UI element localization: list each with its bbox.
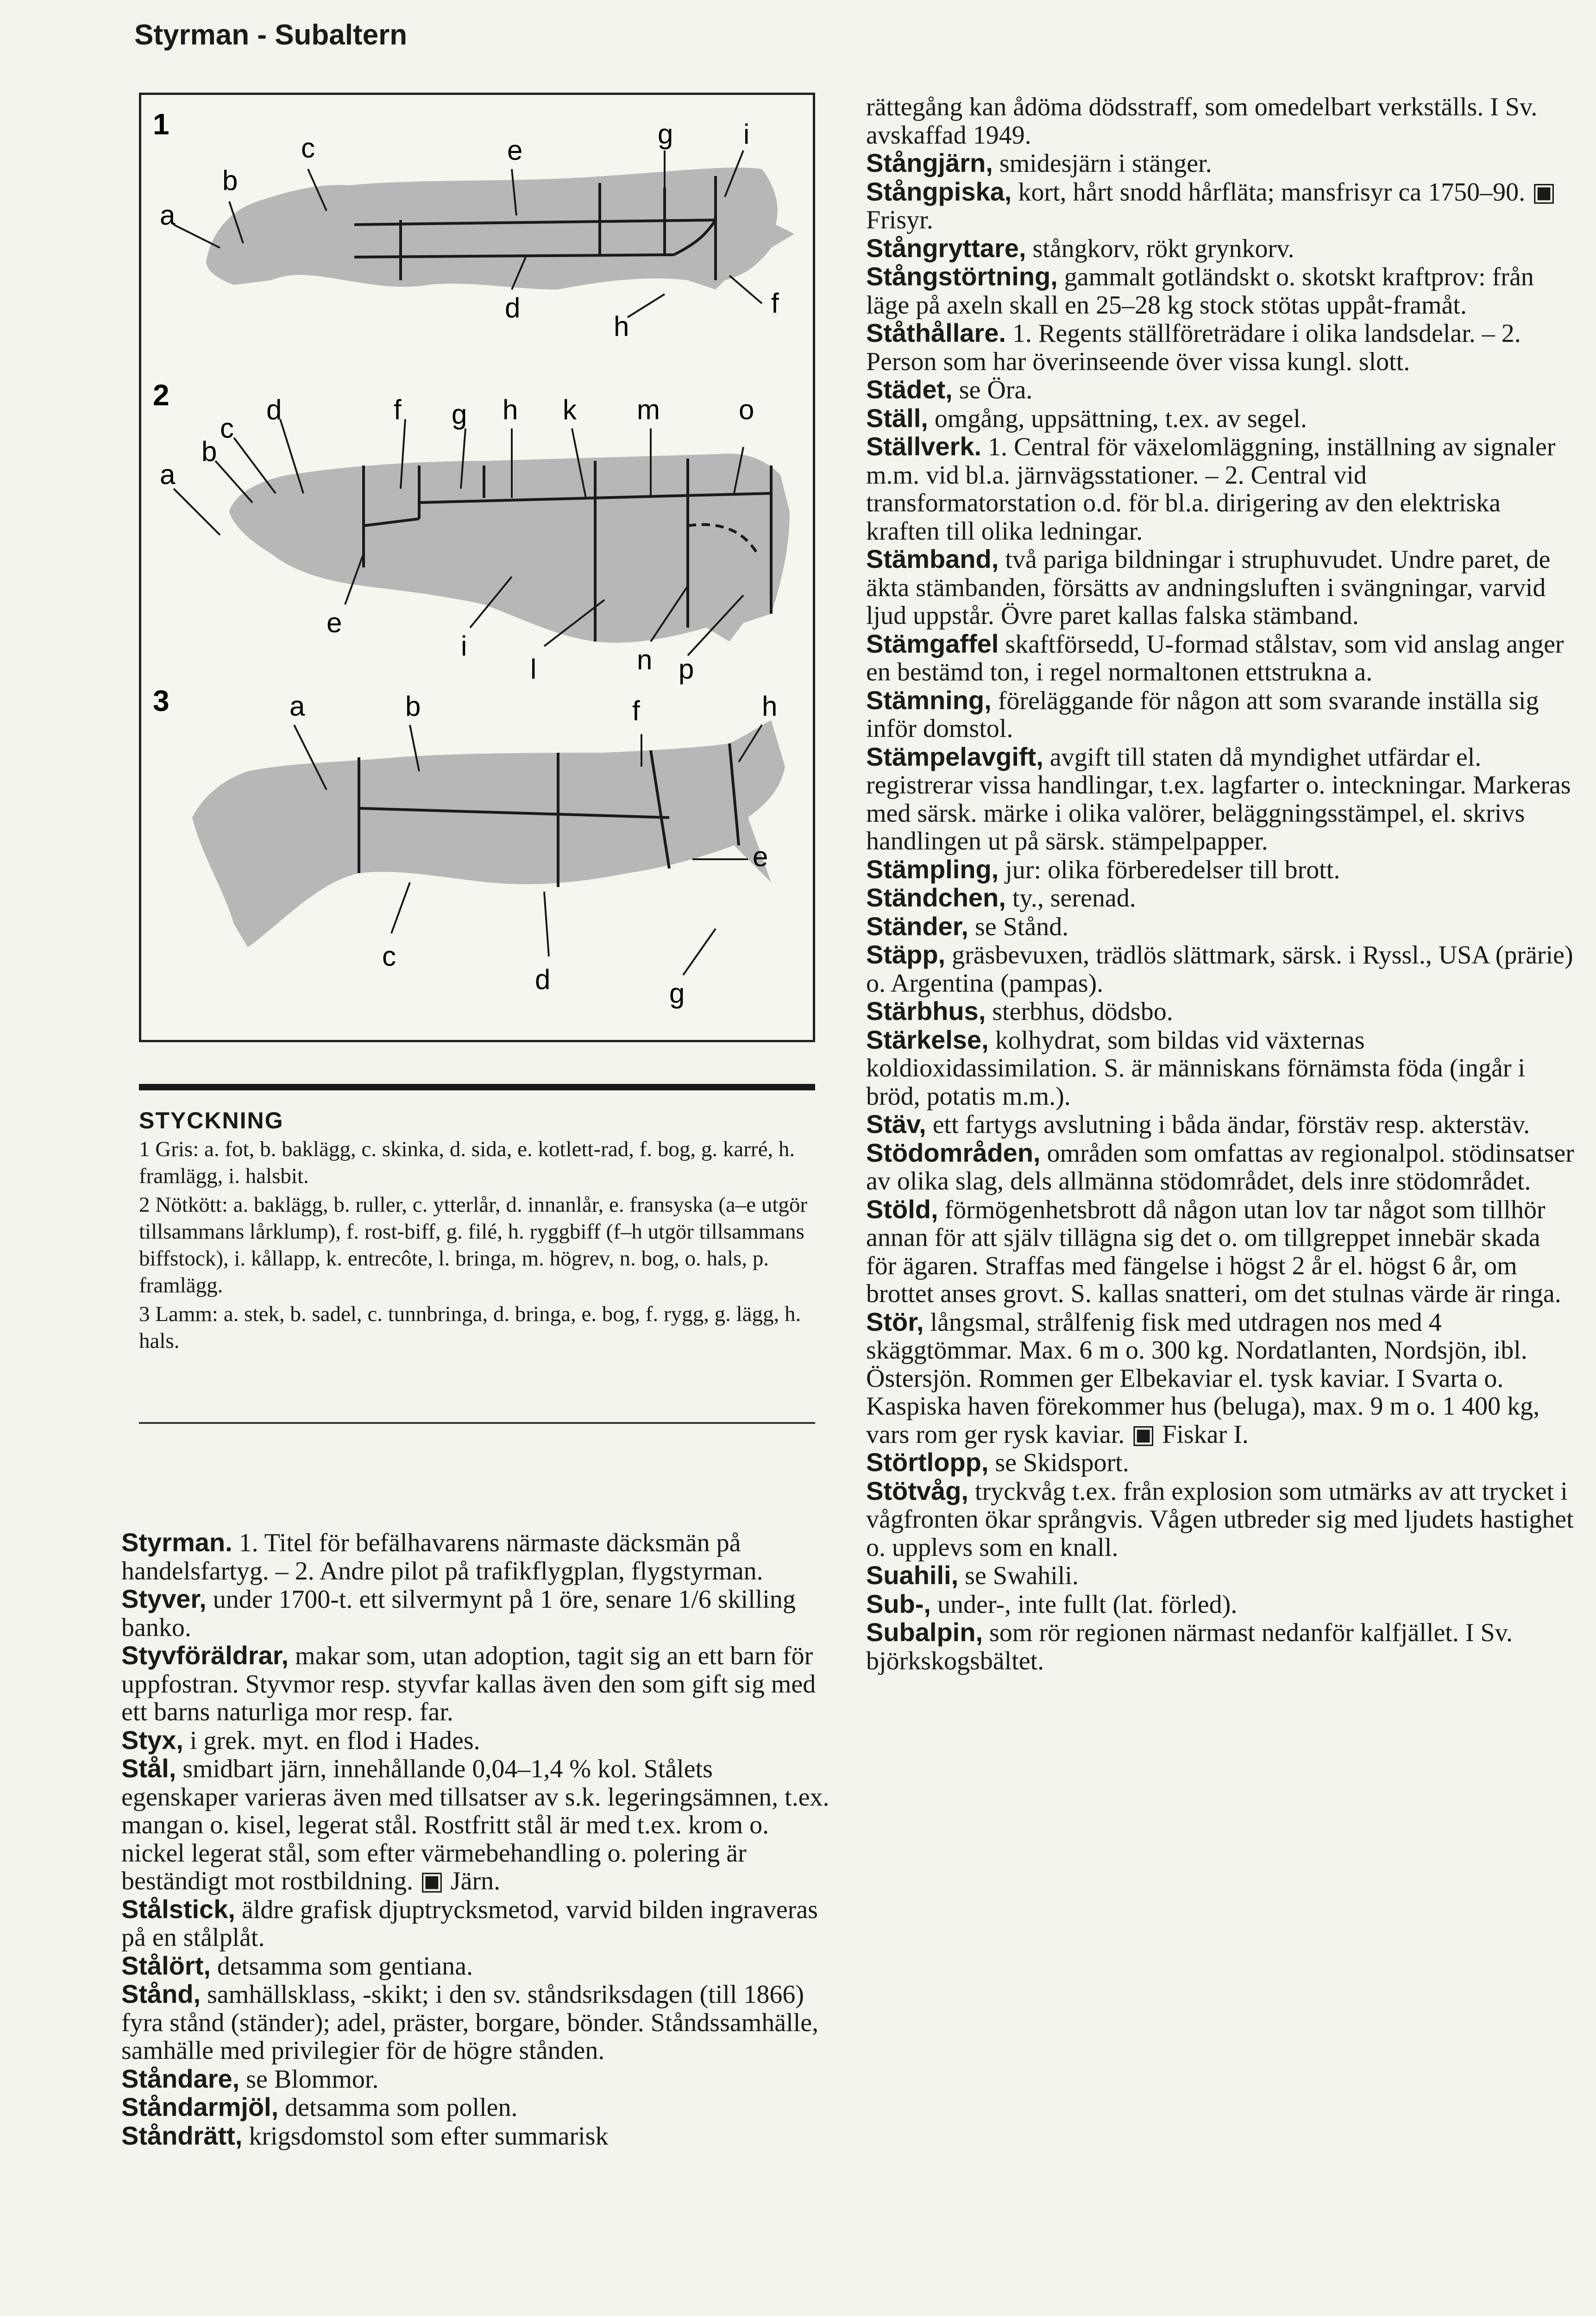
beef-label-l: l xyxy=(530,654,537,685)
entry xyxy=(866,1139,1575,1196)
entry-head: Subalpin, xyxy=(866,1617,983,1647)
entry-head: Styver, xyxy=(121,1584,207,1613)
entry-text: stångkorv, rökt grynkorv. xyxy=(1026,234,1294,263)
entry xyxy=(121,1980,835,2065)
entry-head: Ställverk. xyxy=(866,432,982,461)
entry xyxy=(121,2122,835,2151)
entry-text: 1. Central för växelomläggning, inställning av signaler m.m. vid bl.a. järnvägsstationer. – 2. Central vid transformatorstation o.d. för bl.a. dirigering av den elektriska kraften till olika ledningar. xyxy=(866,433,1556,546)
entry-text: långsmal, strålfenig fisk med utdragen nos med 4 skäggtömmar. Max. 6 m o. 300 kg. Nordatlanten, Nordsjön, ibl. Östersjön. Rommen ger Elbekaviar el. tysk kaviar. I Svarta o. Kaspiska haven förekommer hus (beluga), max. 9 m o. 1 400 kg, vars rom ger rysk kaviar. ▣ Fiskar I. xyxy=(866,1308,1540,1449)
panel-2-number: 2 xyxy=(153,378,170,412)
beef-label-e: e xyxy=(327,607,342,638)
pig-label-c: c xyxy=(301,132,315,164)
lamb-label-a: a xyxy=(289,691,305,722)
entry-head: Stålört, xyxy=(121,1951,211,1980)
entry xyxy=(866,545,1575,630)
entry-text: se Öra. xyxy=(952,376,1033,404)
entry-head: Stämning, xyxy=(866,685,992,715)
entry xyxy=(866,1477,1575,1562)
entry xyxy=(866,743,1575,856)
entry-head: Stäv, xyxy=(866,1109,926,1139)
beef-label-c: c xyxy=(220,413,234,444)
entry-head: Stånd, xyxy=(121,1979,201,2008)
entry xyxy=(866,913,1575,941)
lamb-label-d: d xyxy=(535,964,551,995)
entry xyxy=(121,1726,835,1755)
lamb-label-f: f xyxy=(632,695,640,726)
pig-label-g: g xyxy=(658,119,673,150)
meat-cuts-diagram xyxy=(141,95,813,1040)
entry-text: äldre grafisk djuptrycksmetod, varvid bilden ingraveras på en stålplåt. xyxy=(121,1895,818,1952)
entry xyxy=(866,686,1575,743)
caption-heading: STYCKNING xyxy=(139,1108,284,1133)
entry xyxy=(866,630,1575,686)
entry-head: Sub-, xyxy=(866,1589,931,1618)
meat-cuts-figure xyxy=(139,93,815,1042)
entry xyxy=(866,1026,1575,1111)
panel-3-number: 3 xyxy=(153,684,170,717)
entry-head: Ståndarmjöl, xyxy=(121,2092,279,2121)
entry-text: 1. Regents ställföreträdare i olika landsdelar. – 2. Person som har överinseende över vissa kungl. slott. xyxy=(866,319,1521,376)
entry-text: se Stånd. xyxy=(968,912,1069,941)
entry xyxy=(866,941,1575,997)
entry-head: Ståndrätt, xyxy=(121,2121,243,2150)
beef-label-f: f xyxy=(394,394,402,425)
entry-text: 1. Titel för befälhavarens närmaste däcksmän på handelsfartyg. – 2. Andre pilot på trafikflygplan, flygstyrman. xyxy=(121,1529,763,1586)
entry-head: Stöld, xyxy=(866,1194,938,1224)
lamb-label-g: g xyxy=(669,978,685,1009)
beef-label-g: g xyxy=(452,399,467,430)
entry-text: områden som omfattas av regionalpol. stödinsatser av olika slag, dels allmänna stödområdet, dels inre stödområdet. xyxy=(866,1139,1574,1196)
entry xyxy=(866,263,1575,319)
entry-head: Ståthållare. xyxy=(866,318,1006,347)
lamb-silhouette xyxy=(192,720,785,947)
entry-text: ty., serenad. xyxy=(1005,884,1136,913)
entry-head: Stämgaffel xyxy=(866,629,999,658)
entry xyxy=(121,1952,835,1981)
pig-label-a: a xyxy=(160,200,176,231)
running-head: Styrman - Subaltern xyxy=(134,19,408,51)
entry-text: omgång, uppsättning, t.ex. av segel. xyxy=(928,404,1307,433)
entry-head: Ställ, xyxy=(866,403,928,433)
beef-label-i: i xyxy=(461,630,467,661)
entry xyxy=(866,856,1575,884)
lamb-label-b: b xyxy=(405,691,421,722)
entry xyxy=(866,149,1575,178)
pig-label-d: d xyxy=(505,292,521,323)
entry xyxy=(121,1529,835,1585)
entry xyxy=(866,234,1575,263)
entry xyxy=(866,433,1575,545)
entry-text: jur: olika förberedelser till brott. xyxy=(999,855,1340,884)
entry-text: föreläggande för någon att som svarande inställa sig inför domstol. xyxy=(866,686,1539,743)
entry-head: Ståndare, xyxy=(121,2064,240,2093)
entry-text: kort, hårt snodd hårfläta; mansfrisyr ca 1750–90. ▣ Frisyr. xyxy=(866,177,1557,234)
pig-label-e: e xyxy=(507,135,523,166)
entry-text: smidbart järn, innehållande 0,04–1,4 % kol. Stålets egenskaper varieras även med tillsatser av s.k. legeringsämnen, t.ex. mangan o. kisel, legerat stål. Rostfritt stål är med t.ex. krom o. nickel legerat stål, som efter värmebehandling o. polering är beständigt mot rostbildning. ▣ Järn. xyxy=(121,1755,829,1895)
entry xyxy=(866,1618,1575,1675)
entry-head: Ständer, xyxy=(866,911,968,941)
entry-head: Störtlopp, xyxy=(866,1448,989,1477)
pig-label-i: i xyxy=(743,119,750,150)
pig-label-f: f xyxy=(771,288,779,319)
entry-text: som rör regionen närmast nedanför kalfjället. I Sv. björkskogsbältet. xyxy=(866,1618,1513,1675)
entry xyxy=(121,2065,835,2094)
entry-head: Stäpp, xyxy=(866,940,946,969)
entry-head: Stämpling, xyxy=(866,854,999,884)
entry-head: Stödområden, xyxy=(866,1138,1041,1167)
lamb-label-e: e xyxy=(753,841,768,872)
beef-label-o: o xyxy=(739,394,754,425)
beef-label-m: m xyxy=(637,394,660,425)
entry-text: rättegång kan ådöma dödsstraff, som omedelbart verkställs. I Sv. avskaffad 1949. xyxy=(866,93,1538,150)
entry-text: i grek. myt. en flod i Hades. xyxy=(183,1726,480,1755)
entry xyxy=(866,1196,1575,1308)
entry-head: Styx, xyxy=(121,1725,183,1755)
entry xyxy=(866,997,1575,1026)
beef-label-k: k xyxy=(563,394,577,425)
entry xyxy=(866,1448,1575,1477)
caption-beef: 2 Nötkött: a. baklägg, b. ruller, c. ytterlår, d. innanlår, e. fransyska (a–e utgör tillsammans lårklump), f. rost-biff, g. filé, h. ryggbiff (f–h utgör tillsammans biffstock), i. kållapp, k. entrecôte, l. bringa, m. högrev, n. bog, o. hals, p. framlägg. xyxy=(139,1193,808,1297)
entry xyxy=(866,319,1575,376)
entry-head: Stötvåg, xyxy=(866,1476,968,1505)
lamb-label-h: h xyxy=(762,691,778,722)
entry-text: detsamma som pollen. xyxy=(278,2093,518,2122)
entry-text: tryckvåg t.ex. från explosion som utmärks av att trycket i vågfronten ökar språngvis. Vågen utbreder sig med ljudets hastighet o. upplevs som en knall. xyxy=(866,1477,1574,1562)
entry-head: Styrman. xyxy=(121,1528,232,1557)
entry-text: smidesjärn i stänger. xyxy=(993,149,1212,178)
entry-text: samhällsklass, -skikt; i den sv. ståndsriksdagen (till 1866) fyra stånd (ständer); adel, präster, borgare, bönder. Ståndssamhälle, samhälle med privilegier för de högre stånden. xyxy=(121,1980,819,2065)
entry xyxy=(866,93,1575,149)
entry-head: Städet, xyxy=(866,375,953,404)
entry xyxy=(121,1895,835,1952)
entry-text: makar som, utan adoption, tagit sig an ett barn för uppfostran. Styvmor resp. styvfar kallas även den som gift sig med ett barns naturliga mor resp. far. xyxy=(121,1642,816,1726)
entry-text: se Blommor. xyxy=(239,2064,379,2094)
entry-text: gammalt gotländskt o. skotskt kraftprov: från läge på axeln skall en 25–28 kg stock stötas uppåt-framåt. xyxy=(866,263,1534,320)
caption-lamb: 3 Lamm: a. stek, b. sadel, c. tunnbringa, d. bringa, e. bog, f. rygg, g. lägg, h. hals. xyxy=(139,1302,801,1353)
entry xyxy=(866,404,1575,433)
entry-text: under-, inte fullt (lat. förled). xyxy=(930,1590,1238,1619)
caption-pig: 1 Gris: a. fot, b. baklägg, c. skinka, d. sida, e. kotlett-rad, f. bog, g. karré, h. framlägg, i. halsbit. xyxy=(139,1137,795,1188)
entry-head: Ständchen, xyxy=(866,883,1006,912)
beef-label-p: p xyxy=(679,654,694,685)
entry-text: under 1700-t. ett silvermynt på 1 öre, senare 1/6 skilling banko. xyxy=(121,1585,796,1642)
beef-label-b: b xyxy=(201,436,217,467)
entry-text: förmögenhetsbrott då någon utan lov tar något som tillhör annan för att själv tillägna sig det o. om tillgreppet innebär skada för ägaren. Straffas med fängelse i högst 2 år el. högst 6 år, om brottet anses grovt. S. kallas snatteri, om det stulnas värde är ringa. xyxy=(866,1195,1561,1308)
entry-text: detsamma som gentiana. xyxy=(210,1951,473,1981)
entry-head: Stångjärn, xyxy=(866,148,993,177)
entry-text: se Skidsport. xyxy=(988,1448,1129,1477)
entry xyxy=(121,1755,835,1895)
right-column xyxy=(866,93,1575,1675)
figure-caption xyxy=(139,1107,815,1356)
beef-label-d: d xyxy=(266,394,282,425)
beef-label-a: a xyxy=(160,459,176,490)
entry-head: Stångryttare, xyxy=(866,233,1026,263)
entry-head: Stångstörtning, xyxy=(866,262,1058,291)
entry-head: Stärbhus, xyxy=(866,996,986,1026)
entry-head: Stör, xyxy=(866,1307,924,1336)
pig-label-b: b xyxy=(222,165,238,196)
pig-silhouette xyxy=(206,168,794,290)
entry xyxy=(866,1308,1575,1449)
panel-1-number: 1 xyxy=(153,107,170,141)
entry-head: Stämpelavgift, xyxy=(866,742,1043,771)
entry xyxy=(866,884,1575,913)
left-column xyxy=(121,1529,835,2150)
entry-text: se Swahili. xyxy=(958,1561,1079,1590)
entry xyxy=(866,1590,1575,1619)
lamb-label-c: c xyxy=(382,941,396,972)
entry-head: Stärkelse, xyxy=(866,1025,989,1054)
beef-label-n: n xyxy=(637,644,653,675)
entry-head: Suahili, xyxy=(866,1561,959,1590)
beef-silhouette xyxy=(229,453,790,642)
entry-text: sterbhus, dödsbo. xyxy=(986,997,1173,1026)
entry xyxy=(121,1642,835,1726)
caption-rule-top xyxy=(139,1084,815,1090)
entry xyxy=(121,2093,835,2122)
pig-label-h: h xyxy=(614,311,629,342)
caption-rule-bottom xyxy=(139,1422,815,1424)
entry xyxy=(866,376,1575,404)
entry-text: kolhydrat, som bildas vid växternas koldioxidassimilation. S. är människans förnämsta föda (ingår i bröd, potatis m.m.). xyxy=(866,1026,1526,1111)
entry-text: krigsdomstol som efter summarisk xyxy=(242,2121,609,2151)
entry-text: skaftförsedd, U-formad stålstav, som vid anslag anger en bestämd ton, i regel normaltonen ettstrukna a. xyxy=(866,629,1564,686)
entry-head: Stångpiska, xyxy=(866,176,1012,206)
beef-label-h: h xyxy=(503,394,518,425)
entry-text: avgift till staten då myndighet utfärdar el. registrerar vissa handlingar, t.ex. lagfarter o. inteckningar. Markeras med särsk. märke i olika valörer, beläggningsstämpel, el. skrivs handlingen ut på särsk. stämpelpapper. xyxy=(866,743,1571,856)
entry-head: Styvföräldrar, xyxy=(121,1641,289,1670)
entry-head: Stål, xyxy=(121,1754,176,1783)
entry xyxy=(866,1110,1575,1139)
entry-head: Stålstick, xyxy=(121,1894,235,1924)
entry xyxy=(121,1585,835,1642)
entry xyxy=(866,1561,1575,1590)
entry-text: gräsbevuxen, trädlös slättmark, särsk. i Ryssl., USA (prärie) o. Argentina (pampas). xyxy=(866,941,1573,998)
entry xyxy=(866,178,1575,234)
entry-head: Stämband, xyxy=(866,544,999,573)
entry-text: ett fartygs avslutning i båda ändar, förstäv resp. akterstäv. xyxy=(926,1110,1530,1139)
entry-text: två pariga bildningar i struphuvudet. Undre paret, de äkta stämbanden, försätts av andningsluften i svängningar, varvid ljud uppstår. Övre paret kallas falska stämband. xyxy=(866,545,1551,630)
